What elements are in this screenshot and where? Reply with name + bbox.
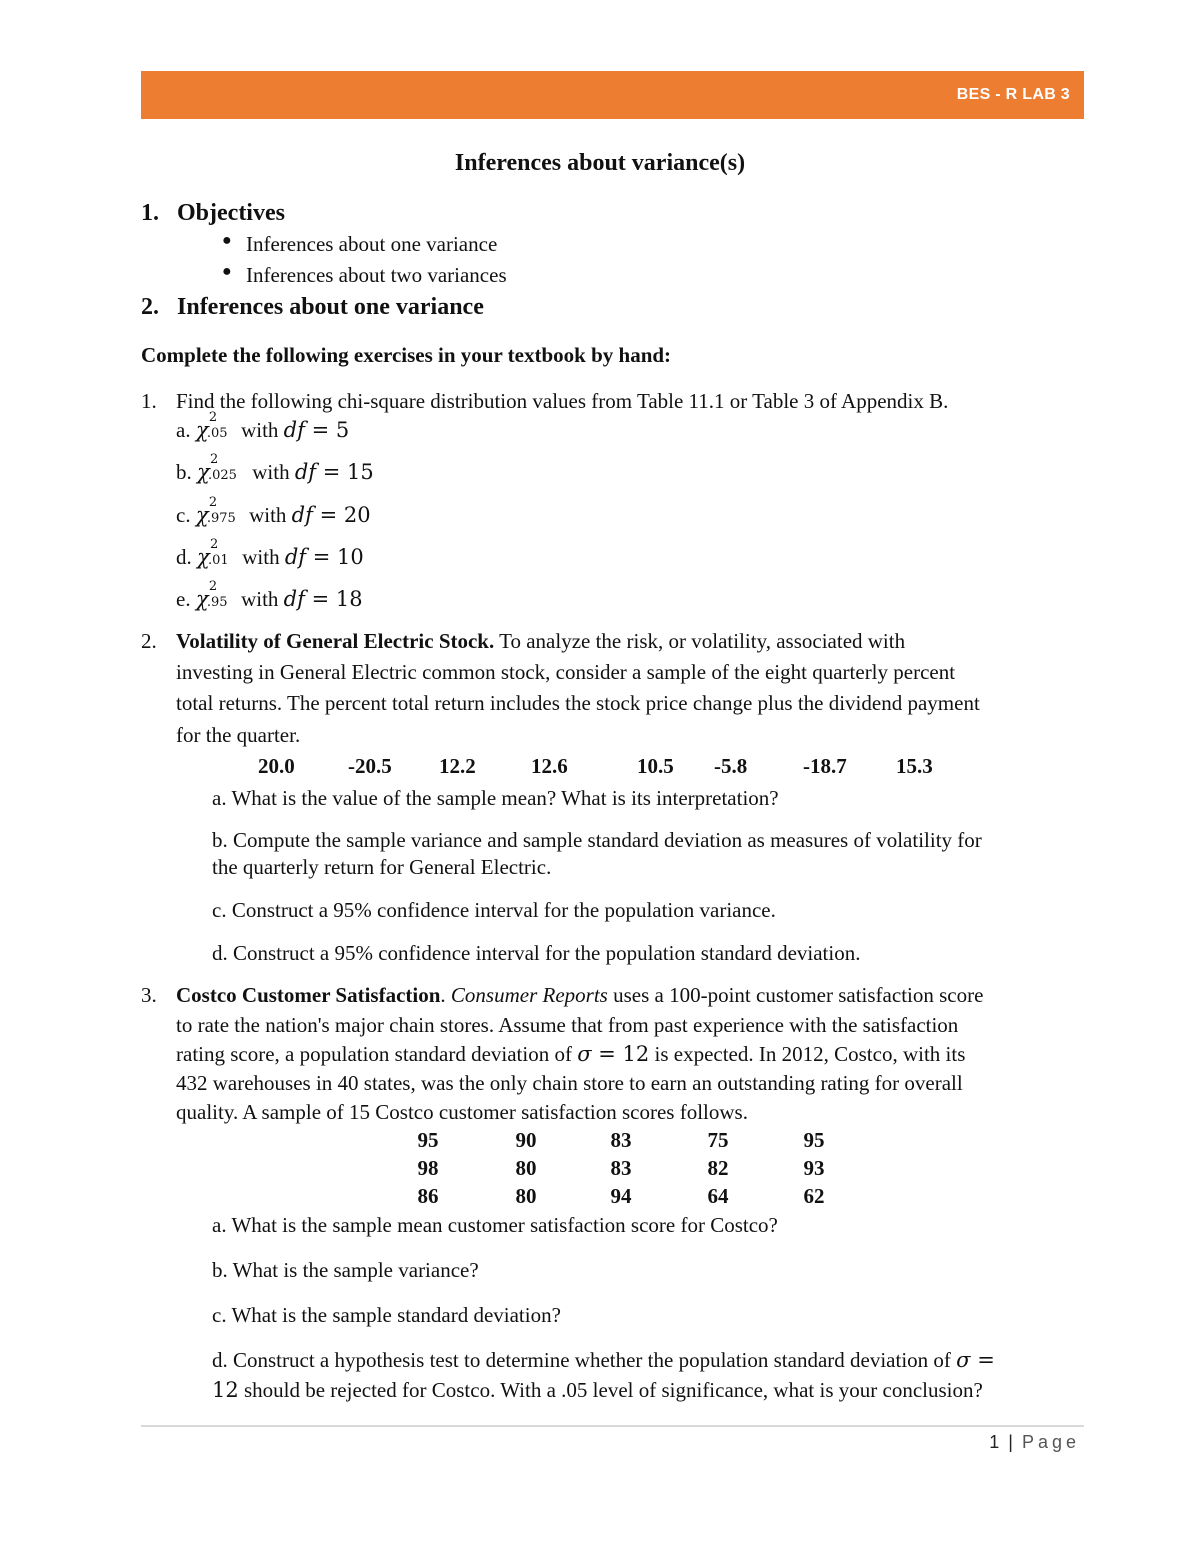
score-cell: 98 bbox=[417, 1156, 439, 1180]
value-cell: 12.6 bbox=[531, 754, 568, 778]
ex2-question-a: a. What is the value of the sample mean? What is its interpretation? bbox=[212, 786, 779, 810]
ex2-question-d: d. Construct a 95% confidence interval for the population standard deviation. bbox=[212, 941, 861, 965]
value-cell: -20.5 bbox=[348, 754, 392, 778]
exercise-2-line3: total returns. The percent total return includes the stock price change plus the dividend payment bbox=[176, 691, 980, 715]
value-cell: 20.0 bbox=[258, 754, 295, 778]
ex2-question-c: c. Construct a 95% confidence interval for the population variance. bbox=[212, 898, 776, 922]
section-1-heading: 1. Objectives bbox=[141, 200, 285, 226]
footer-divider bbox=[141, 1425, 1084, 1427]
score-cell: 62 bbox=[803, 1184, 825, 1208]
ex3-question-c: c. What is the sample standard deviation? bbox=[212, 1303, 561, 1327]
score-cell: 90 bbox=[515, 1128, 537, 1152]
ex3-question-b: b. What is the sample variance? bbox=[212, 1258, 479, 1282]
exercise-2-line4: for the quarter. bbox=[176, 723, 301, 747]
ex2-question-b-line1: b. Compute the sample variance and sample standard deviation as measures of volatility for bbox=[212, 828, 982, 852]
value-cell: -18.7 bbox=[803, 754, 847, 778]
exercise-2-line1: Volatility of General Electric Stock. To analyze the risk, or volatility, associated with bbox=[176, 629, 906, 653]
score-cell: 93 bbox=[803, 1156, 825, 1180]
chi-item-d: d. χ 2 .01 with df = 10 bbox=[176, 537, 364, 569]
score-cell: 83 bbox=[610, 1128, 632, 1152]
exercise-2-line2: investing in General Electric common stock, consider a sample of the eight quarterly percent bbox=[176, 660, 956, 684]
value-cell: 10.5 bbox=[637, 754, 674, 778]
instruction-text: Complete the following exercises in your textbook by hand: bbox=[141, 343, 672, 367]
exercise-3-line4: 432 warehouses in 40 states, was the only chain store to earn an outstanding rating for overall bbox=[176, 1071, 963, 1095]
exercise-3-line2: to rate the nation's major chain stores. Assume that from past experience with the satisfaction bbox=[176, 1013, 959, 1037]
score-cell: 82 bbox=[707, 1156, 729, 1180]
ge-returns-values bbox=[0, 754, 1200, 784]
score-cell: 75 bbox=[707, 1128, 729, 1152]
score-cell: 94 bbox=[610, 1184, 632, 1208]
exercise-3-title: Costco Customer Satisfaction bbox=[176, 983, 441, 1007]
page-word: Page bbox=[1021, 1432, 1080, 1452]
ex3-question-a: a. What is the sample mean customer satisfaction score for Costco? bbox=[212, 1213, 778, 1237]
score-cell: 83 bbox=[610, 1156, 632, 1180]
score-cell: 95 bbox=[417, 1128, 439, 1152]
exercise-2-title: Volatility of General Electric Stock. bbox=[176, 629, 495, 653]
chi-item-e: e. χ 2 .95 with df = 18 bbox=[176, 579, 363, 611]
exercise-3-line1: Costco Customer Satisfaction. Consumer Reports uses a 100-point customer satisfaction score bbox=[176, 983, 984, 1007]
exercise-3-line3: rating score, a population standard deviation of σ = 12 is expected. In 2012, Costco, with its bbox=[176, 1042, 966, 1066]
value-cell: 15.3 bbox=[896, 754, 933, 778]
page-number: 1 bbox=[989, 1432, 1000, 1452]
ex3-question-d-line2: 12 should be rejected for Costco. With a .05 level of significance, what is your conclusion? bbox=[212, 1378, 983, 1402]
exercise-2-number: 2. bbox=[141, 629, 157, 653]
header-label: BES - R LAB 3 bbox=[956, 86, 1070, 103]
score-cell: 64 bbox=[707, 1184, 729, 1208]
exercise-1-text: Find the following chi-square distribution values from Table 11.1 or Table 3 of Appendix B. bbox=[176, 389, 949, 413]
ex2-question-b-line2: the quarterly return for General Electric. bbox=[212, 855, 552, 879]
ex3-question-d-line1: d. Construct a hypothesis test to determine whether the population standard deviation of σ = bbox=[212, 1348, 995, 1372]
exercise-3-number: 3. bbox=[141, 983, 157, 1007]
value-cell: 12.2 bbox=[439, 754, 476, 778]
costco-scores-table bbox=[0, 1128, 1200, 1218]
chi-item-b: b. χ 2 .025 with df = 15 bbox=[176, 452, 374, 484]
header-bar bbox=[141, 71, 1084, 119]
chi-item-c: c. χ 2 .975 with df = 20 bbox=[176, 495, 371, 527]
exercise-3-line5: quality. A sample of 15 Costco customer satisfaction scores follows. bbox=[176, 1100, 748, 1124]
exercise-1-number: 1. bbox=[141, 389, 157, 413]
page-footer: 1 | Page bbox=[989, 1432, 1080, 1452]
chi-item-a: a. χ 2 .05 with df = 5 bbox=[176, 410, 350, 442]
score-cell: 86 bbox=[417, 1184, 439, 1208]
score-cell: 80 bbox=[515, 1156, 537, 1180]
value-cell: -5.8 bbox=[714, 754, 748, 778]
score-cell: 95 bbox=[803, 1128, 825, 1152]
page-title: Inferences about variance(s) bbox=[454, 150, 746, 176]
score-cell: 80 bbox=[515, 1184, 537, 1208]
section-2-heading: 2. Inferences about one variance bbox=[141, 294, 484, 320]
